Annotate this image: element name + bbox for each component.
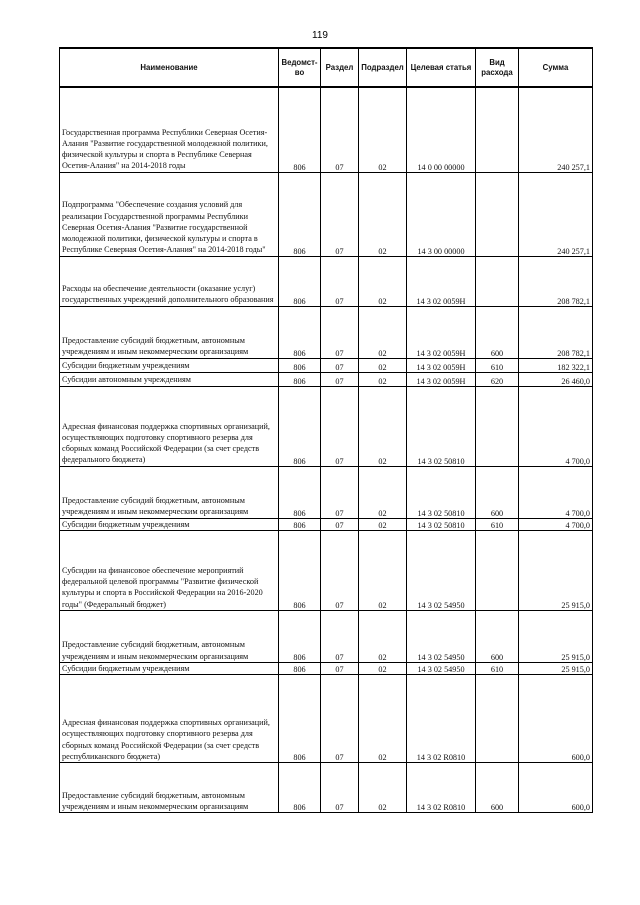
row-vid-raskhoda: 610 <box>476 358 519 372</box>
row-name: Адресная финансовая поддержка спортивных организаций, осуществляющих подготовку спортивного резерва для сборных команд Российской Федерации (за счет средств федерального бюджета) <box>60 386 279 466</box>
row-name: Подпрограмма "Обеспечение создания условий для реализации Государственной программы Республики Северная Осетия-Алания "Развитие государственной молодежной политики, физической культуры и спорта в Республике Северная Осетия-Алания" на 2014-2018 годы" <box>60 172 279 256</box>
row-podrazdel: 02 <box>359 674 407 762</box>
row-celevaya-statya: 14 3 02 54950 <box>407 610 476 662</box>
row-name: Субсидии бюджетным учреждениям <box>60 518 279 530</box>
row-vedomstvo: 806 <box>279 466 321 518</box>
row-vid-raskhoda <box>476 172 519 256</box>
row-vedomstvo: 806 <box>279 662 321 674</box>
row-razdel: 07 <box>321 256 359 306</box>
row-celevaya-statya: 14 3 02 54950 <box>407 530 476 610</box>
row-celevaya-statya: 14 3 02 50810 <box>407 518 476 530</box>
row-vedomstvo: 806 <box>279 256 321 306</box>
row-podrazdel: 02 <box>359 306 407 358</box>
row-summa: 4 700,0 <box>519 466 593 518</box>
row-podrazdel: 02 <box>359 530 407 610</box>
row-vid-raskhoda <box>476 386 519 466</box>
row-celevaya-statya: 14 3 00 00000 <box>407 172 476 256</box>
table-row <box>60 518 593 530</box>
table-row <box>60 172 593 256</box>
row-podrazdel: 02 <box>359 87 407 172</box>
row-podrazdel: 02 <box>359 466 407 518</box>
row-name: Предоставление субсидий бюджетным, автономным учреждениям и иным некоммерческим организациям <box>60 762 279 812</box>
row-vid-raskhoda: 620 <box>476 372 519 386</box>
row-summa: 25 915,0 <box>519 662 593 674</box>
table-row <box>60 306 593 358</box>
row-vid-raskhoda <box>476 674 519 762</box>
table-row <box>60 372 593 386</box>
row-razdel: 07 <box>321 610 359 662</box>
row-vedomstvo: 806 <box>279 87 321 172</box>
row-summa: 208 782,1 <box>519 256 593 306</box>
header-razdel: Раздел <box>321 48 359 87</box>
row-summa: 240 257,1 <box>519 87 593 172</box>
row-name: Государственная программа Республики Северная Осетия-Алания "Развитие государственной молодежной политики, физической культуры и спорта в Республике Северная Осетия-Алания" на 2014-2018 годы <box>60 87 279 172</box>
row-celevaya-statya: 14 3 02 50810 <box>407 466 476 518</box>
row-razdel: 07 <box>321 172 359 256</box>
row-celevaya-statya: 14 3 02 R0810 <box>407 674 476 762</box>
row-summa: 4 700,0 <box>519 518 593 530</box>
row-name: Субсидии бюджетным учреждениям <box>60 358 279 372</box>
row-vedomstvo: 806 <box>279 306 321 358</box>
header-podrazdel: Подраздел <box>359 48 407 87</box>
table-row <box>60 530 593 610</box>
row-summa: 208 782,1 <box>519 306 593 358</box>
row-podrazdel: 02 <box>359 662 407 674</box>
row-name: Субсидии автономным учреждениям <box>60 372 279 386</box>
row-celevaya-statya: 14 3 02 0059Н <box>407 256 476 306</box>
row-name: Предоставление субсидий бюджетным, автономным учреждениям и иным некоммерческим организациям <box>60 306 279 358</box>
row-name: Адресная финансовая поддержка спортивных организаций, осуществляющих подготовку спортивного резерва для сборных команд Российской Федерации (за счет средств республиканского бюджета) <box>60 674 279 762</box>
table-row <box>60 256 593 306</box>
row-vedomstvo: 806 <box>279 530 321 610</box>
row-razdel: 07 <box>321 518 359 530</box>
row-razdel: 07 <box>321 87 359 172</box>
row-razdel: 07 <box>321 662 359 674</box>
header-celevaya-statya: Целевая статья <box>407 48 476 87</box>
row-vedomstvo: 806 <box>279 674 321 762</box>
table-row <box>60 610 593 662</box>
row-vedomstvo: 806 <box>279 610 321 662</box>
row-summa: 240 257,1 <box>519 172 593 256</box>
row-vedomstvo: 806 <box>279 358 321 372</box>
row-summa: 182 322,1 <box>519 358 593 372</box>
row-celevaya-statya: 14 3 02 0059Н <box>407 306 476 358</box>
row-vid-raskhoda: 610 <box>476 662 519 674</box>
header-summa: Сумма <box>519 48 593 87</box>
row-podrazdel: 02 <box>359 386 407 466</box>
row-vid-raskhoda <box>476 87 519 172</box>
row-razdel: 07 <box>321 306 359 358</box>
row-summa: 26 460,0 <box>519 372 593 386</box>
row-vid-raskhoda: 600 <box>476 306 519 358</box>
row-celevaya-statya: 14 3 02 54950 <box>407 662 476 674</box>
row-razdel: 07 <box>321 530 359 610</box>
row-celevaya-statya: 14 3 02 50810 <box>407 386 476 466</box>
row-podrazdel: 02 <box>359 372 407 386</box>
row-vedomstvo: 806 <box>279 172 321 256</box>
row-podrazdel: 02 <box>359 518 407 530</box>
row-vid-raskhoda: 610 <box>476 518 519 530</box>
row-name: Расходы на обеспечение деятельности (оказание услуг) государственных учреждений дополнительного образования <box>60 256 279 306</box>
row-celevaya-statya: 14 3 02 0059Н <box>407 358 476 372</box>
row-name: Предоставление субсидий бюджетным, автономным учреждениям и иным некоммерческим организациям <box>60 466 279 518</box>
table-row <box>60 386 593 466</box>
row-vedomstvo: 806 <box>279 386 321 466</box>
row-name: Предоставление субсидий бюджетным, автономным учреждениям и иным некоммерческим организациям <box>60 610 279 662</box>
row-podrazdel: 02 <box>359 358 407 372</box>
table-row <box>60 674 593 762</box>
header-name: Наименование <box>60 48 279 87</box>
row-podrazdel: 02 <box>359 256 407 306</box>
row-vid-raskhoda <box>476 530 519 610</box>
row-razdel: 07 <box>321 358 359 372</box>
row-vid-raskhoda: 600 <box>476 762 519 812</box>
row-celevaya-statya: 14 0 00 00000 <box>407 87 476 172</box>
header-vid-raskhoda: Вид расхода <box>476 48 519 87</box>
row-vid-raskhoda: 600 <box>476 466 519 518</box>
row-vid-raskhoda <box>476 256 519 306</box>
row-summa: 600,0 <box>519 762 593 812</box>
table-row <box>60 762 593 812</box>
row-razdel: 07 <box>321 372 359 386</box>
row-razdel: 07 <box>321 762 359 812</box>
row-celevaya-statya: 14 3 02 0059Н <box>407 372 476 386</box>
row-podrazdel: 02 <box>359 610 407 662</box>
row-vedomstvo: 806 <box>279 518 321 530</box>
row-name: Субсидии бюджетным учреждениям <box>60 662 279 674</box>
row-vedomstvo: 806 <box>279 762 321 812</box>
table-row <box>60 87 593 172</box>
page-number: 119 <box>312 30 328 41</box>
table-row <box>60 358 593 372</box>
row-summa: 25 915,0 <box>519 530 593 610</box>
row-name: Субсидии на финансовое обеспечение мероприятий федеральной целевой программы "Развитие физической культуры и спорта в Российской Федерации на 2016-2020 годы" (Федеральный бюджет) <box>60 530 279 610</box>
table-row <box>60 466 593 518</box>
header-vedomstvo: Ведомст-во <box>279 48 321 87</box>
budget-table <box>59 47 593 813</box>
row-summa: 600,0 <box>519 674 593 762</box>
row-razdel: 07 <box>321 466 359 518</box>
row-vid-raskhoda: 600 <box>476 610 519 662</box>
row-podrazdel: 02 <box>359 762 407 812</box>
row-razdel: 07 <box>321 674 359 762</box>
row-razdel: 07 <box>321 386 359 466</box>
row-podrazdel: 02 <box>359 172 407 256</box>
row-summa: 25 915,0 <box>519 610 593 662</box>
row-celevaya-statya: 14 3 02 R0810 <box>407 762 476 812</box>
table-header-row <box>60 48 593 87</box>
table-row <box>60 662 593 674</box>
row-vedomstvo: 806 <box>279 372 321 386</box>
row-summa: 4 700,0 <box>519 386 593 466</box>
